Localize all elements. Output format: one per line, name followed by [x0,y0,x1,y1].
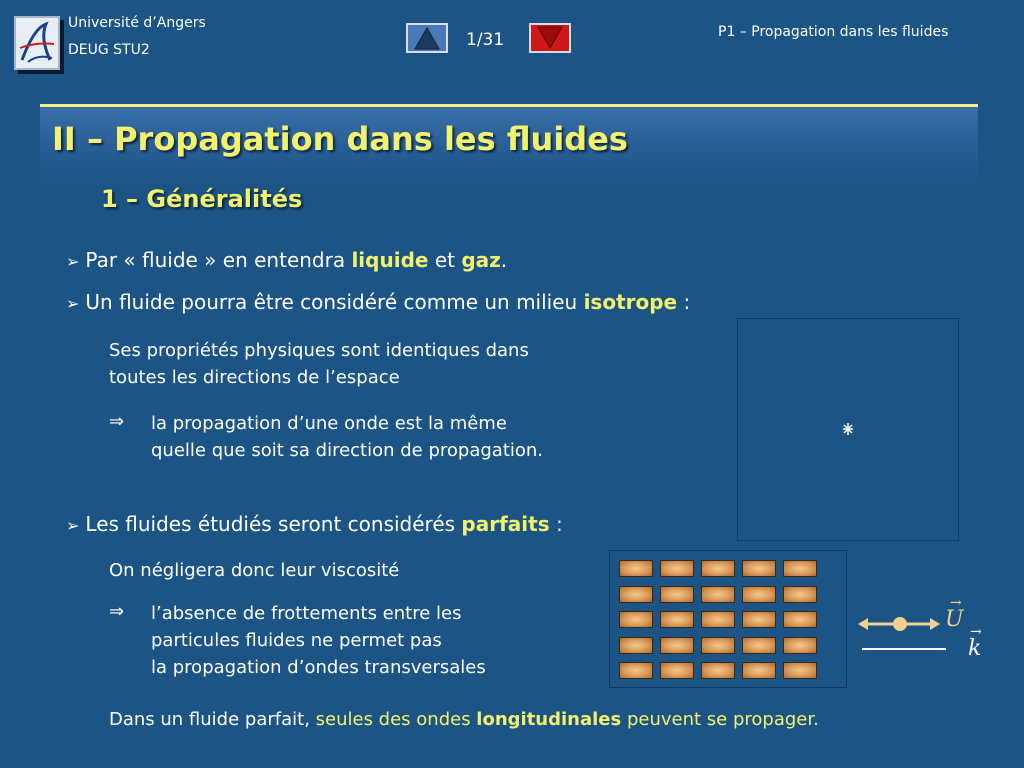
vector-u: U [945,607,964,632]
isotrope-animation-box [737,318,959,541]
university-name: Université d’Angers [68,15,206,31]
conclusion [109,709,819,730]
keyword-gaz: gaz [461,248,501,272]
fluid-particle [660,662,694,679]
fluid-particle [701,586,735,603]
fluid-particle [701,560,735,577]
fluid-particles-box [609,550,847,688]
arrow-bullet-icon: ➢ [66,516,80,535]
conclusion-text: Dans un fluide parfait, [109,709,316,730]
fluid-particle [660,611,694,628]
bullet-text: . [500,248,508,272]
chapter-title: P1 – Propagation dans les fluides [718,24,949,40]
vector-arrows-icon [856,608,946,664]
point-source-icon [738,319,958,540]
bullet-text: Par « fluide » en entendra [85,248,352,272]
course-name: DEUG STU2 [68,42,150,58]
fluid-particle [619,560,653,577]
bullet-text: et [428,248,462,272]
fluid-particle [701,611,735,628]
text-line: Ses propriétés physiques sont identiques dans [109,340,529,361]
bullet-isotrope [66,290,690,314]
fluid-particle [742,560,776,577]
parfait-consequence [151,600,486,681]
slide-subtitle: 1 – Généralités [101,185,303,213]
text-line: la propagation d’ondes transversales [151,657,486,678]
page-counter: 1/31 [466,30,505,50]
keyword-isotrope: isotrope [583,290,678,314]
keyword-liquide: liquide [351,248,429,272]
fluid-particle [742,662,776,679]
velocity-vector-label [945,595,964,632]
fluid-particle [742,586,776,603]
parfait-definition: On négligera donc leur viscosité [109,560,400,581]
fluid-particle [742,637,776,654]
isotrope-definition [109,337,529,391]
bullet-text: : [549,512,563,536]
bullet-text: Les fluides étudiés seront considérés [85,512,462,536]
next-slide-button[interactable] [529,23,571,53]
fluid-particle [783,560,817,577]
arrow-bullet-icon: ➢ [66,252,80,271]
fluid-particle [619,662,653,679]
vector-arrow-mark: → [970,624,982,640]
universite-logo-icon [14,16,60,70]
fluid-particle [660,586,694,603]
implies-arrow-icon: ⇒ [109,601,125,622]
fluid-particle [619,637,653,654]
logo-glyph [16,18,58,68]
conclusion-text: peuvent se propager. [621,709,819,730]
text-line: particules fluides ne permet pas [151,630,442,651]
text-line: quelle que soit sa direction de propagation. [151,440,544,461]
triangle-down-icon [531,25,569,51]
vector-k: k [968,636,982,661]
fluid-particle [660,637,694,654]
fluid-particle [660,560,694,577]
fluid-particle [701,662,735,679]
text-line: l’absence de frottements entre les [151,603,462,624]
slide-title: II – Propagation dans les fluides [52,120,628,158]
bullet-parfaits [66,512,563,536]
bullet-text: Un fluide pourra être considéré comme un milieu [85,290,584,314]
triangle-up-icon [408,25,446,51]
fluid-particle [783,637,817,654]
fluid-particle [619,611,653,628]
isotrope-consequence [151,410,543,464]
fluid-particle [783,586,817,603]
fluid-particle [619,586,653,603]
fluid-particle [783,611,817,628]
keyword-longitudinales: longitudinales [476,709,622,730]
bullet-text: : [677,290,691,314]
implies-arrow-icon: ⇒ [109,411,125,432]
fluid-particle [742,611,776,628]
previous-slide-button[interactable] [406,23,448,53]
wave-vector-label [968,624,982,661]
text-line: la propagation d’une onde est la même [151,413,507,434]
text-line: toutes les directions de l’espace [109,367,400,388]
conclusion-text: seules des ondes [315,709,477,730]
bullet-fluide [66,248,507,272]
vector-arrow-mark: → [950,595,962,611]
fluid-particle [701,637,735,654]
keyword-parfaits: parfaits [461,512,550,536]
arrow-bullet-icon: ➢ [66,294,80,313]
fluid-particle [783,662,817,679]
